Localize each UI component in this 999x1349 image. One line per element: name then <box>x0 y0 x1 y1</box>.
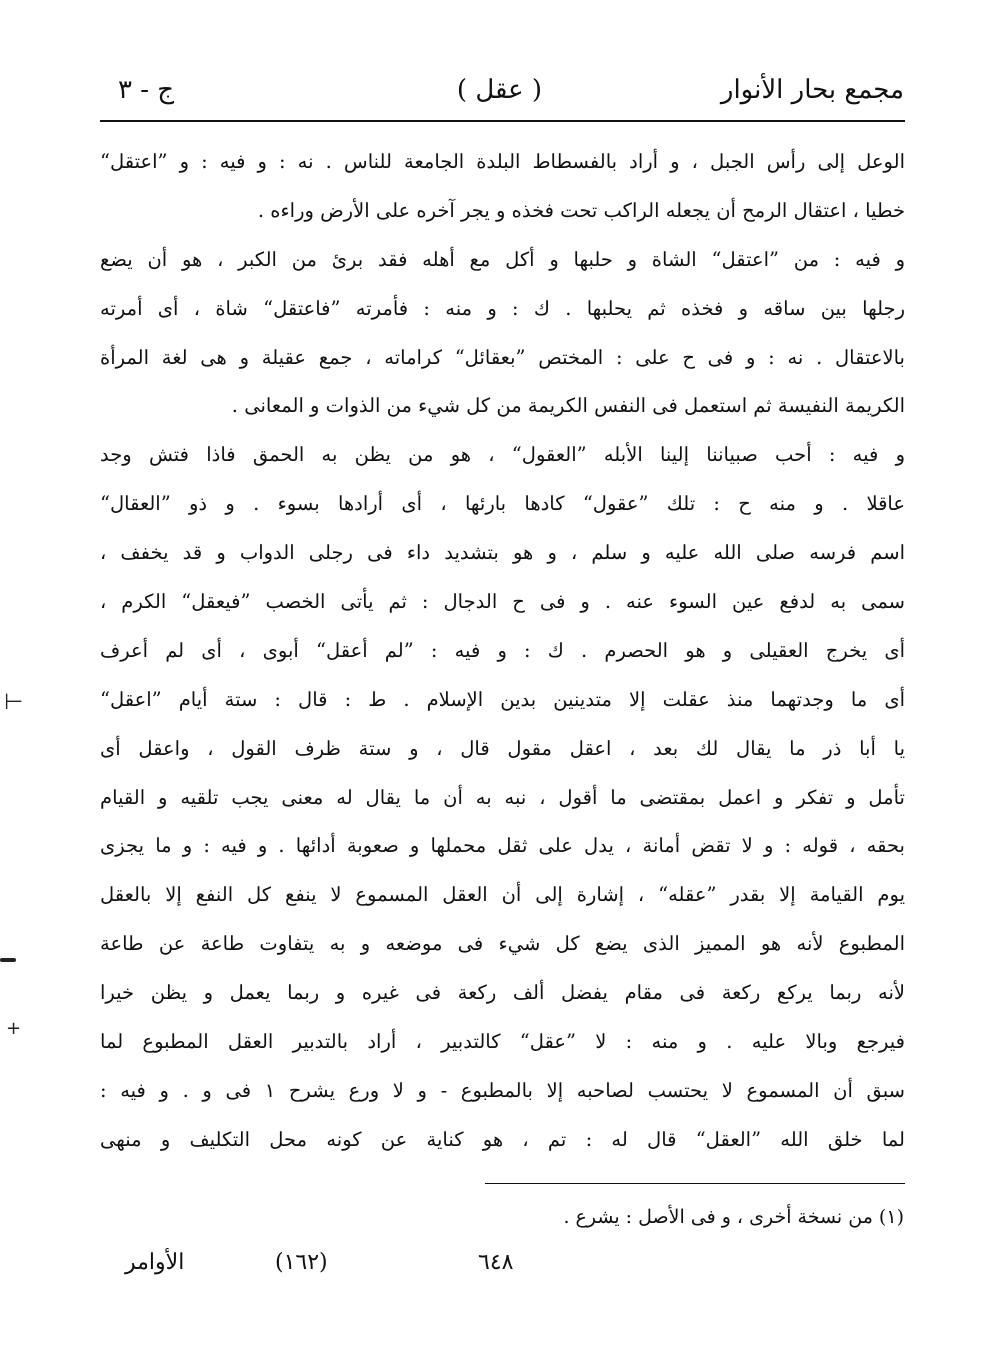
text-line: أى ما وجدتهما منذ عقلت إلا متدينين بدين الإسلام . ط : قال : ستة أيام ”اعقل“ <box>100 687 905 711</box>
text-line: الوعل إلى رأس الجبل ، و أراد بالفسطاط البلدة الجامعة للناس . نه : و فيه : و ”اعتقل“ <box>100 150 905 173</box>
text-line: يوم القيامة إلا بقدر ”عقله“ ، إشارة إلى أن العقل المسموع لا ينفع كل النفع إلا بالعقل <box>100 883 905 907</box>
margin-cross-icon: + <box>6 1018 22 1039</box>
text-line: يا أبا ذر ما يقال لك بعد ، اعقل مقول قال ، و ستة ظرف القول ، واعقل أى <box>100 736 905 760</box>
margin-mark-icon: ⊢ <box>4 690 24 715</box>
text-line: بحقه ، قوله : و لا تقض أمانة ، يدل على ثقل محملها و صعوبة أدائها . و فيه : و ما يجزى <box>100 834 905 858</box>
book-title: مجمع بحار الأنوار <box>720 75 904 105</box>
text-line: فيرجع وبالا عليه . و منه : لا ”عقل“ كالتدبير ، أراد بالتدبير العقل المطبوع لما <box>100 1030 905 1054</box>
text-line: أى يخرج العقيلى و هو الحصرم . ك : و فيه : ”لم أعقل“ أبوى ، أى لم أعرف <box>100 638 905 662</box>
text-line: سبق أن المسموع لا يحتسب لصاحبه إلا بالمطبوع - و لا ورع يشرح ١ فى و . و فيه : <box>100 1078 905 1102</box>
header-rule <box>100 120 905 122</box>
text-line: رجلها بين ساقه و فخذه ثم يحلبها . ك : و منه : فأمرته ”فاعتقل“ شاة ، أى أمرته <box>100 296 905 320</box>
catchword: الأوامر <box>125 1250 185 1275</box>
text-line: و فيه : أحب صبياننا إلينا الأبله ”العقول“ ، هو من يظن به الحمق فاذا فتش وجد <box>100 443 905 467</box>
footnote: (١) من نسخة أخرى ، و فى الأصل : يشرع . <box>563 1206 904 1228</box>
margin-mark-icon <box>0 958 16 962</box>
fascicle-number: (١٦٢) <box>275 1250 328 1275</box>
volume-label: ج - ٣ <box>118 75 175 105</box>
text-line: لما خلق الله ”العقل“ قال له : تم ، هو كناية عن كونه محل التكليف و منهى <box>100 1127 905 1151</box>
page-number: ٦٤٨ <box>478 1250 514 1275</box>
text-line: خطيا ، اعتقال الرمح أن يجعله الراكب تحت فخذه و يجر آخره على الأرض وراءه . <box>257 198 905 222</box>
text-line: سمى به لدفع عين السوء عنه . و فى ح الدجال : ثم يأتى الخصب ”فيعقل“ الكرم ، <box>100 590 905 614</box>
text-line: و فيه : من ”اعتقل“ الشاة و حلبها و أكل مع أهله فقد برئ من الكبر ، هو أن يضع <box>100 247 905 271</box>
text-line: الكريمة النفيسة ثم استعمل فى النفس الكريمة من كل شيء من الذوات و المعانى . <box>231 394 905 418</box>
text-line: اسم فرسه صلى الله عليه و سلم ، و هو بتشديد داء فى رجلى الدواب و قد يخفف ، <box>100 541 905 565</box>
text-line: تأمل و تفكر و اعمل بمقتضى ما أقول ، نبه به أن ما يقال له معنى يجب تلقيه و القيام <box>100 785 905 809</box>
text-line: المطبوع لأنه هو المميز الذى يضع كل شيء فى موضعه و به يتفاوت طاعة عن طاعة <box>100 932 905 956</box>
footnote-rule <box>485 1183 905 1184</box>
text-line: بالاعتقال . نه : و فى ح على : المختص ”بعقائل“ كراماته ، جمع عقيلة و هى لغة المرأة <box>100 345 905 369</box>
body-text <box>100 138 905 1165</box>
text-line: عاقلا . و منه ح : تلك ”عقول“ كادها بارئها ، أى أرادها بسوء . و ذو ”العقال“ <box>100 492 905 516</box>
text-line: لأنه ربما يركع ركعة فى مقام يفضل ألف ركعة فى غيره و ربما يعمل و يظن خيرا <box>100 981 905 1005</box>
entry-heading: ( عقل ) <box>456 75 543 105</box>
